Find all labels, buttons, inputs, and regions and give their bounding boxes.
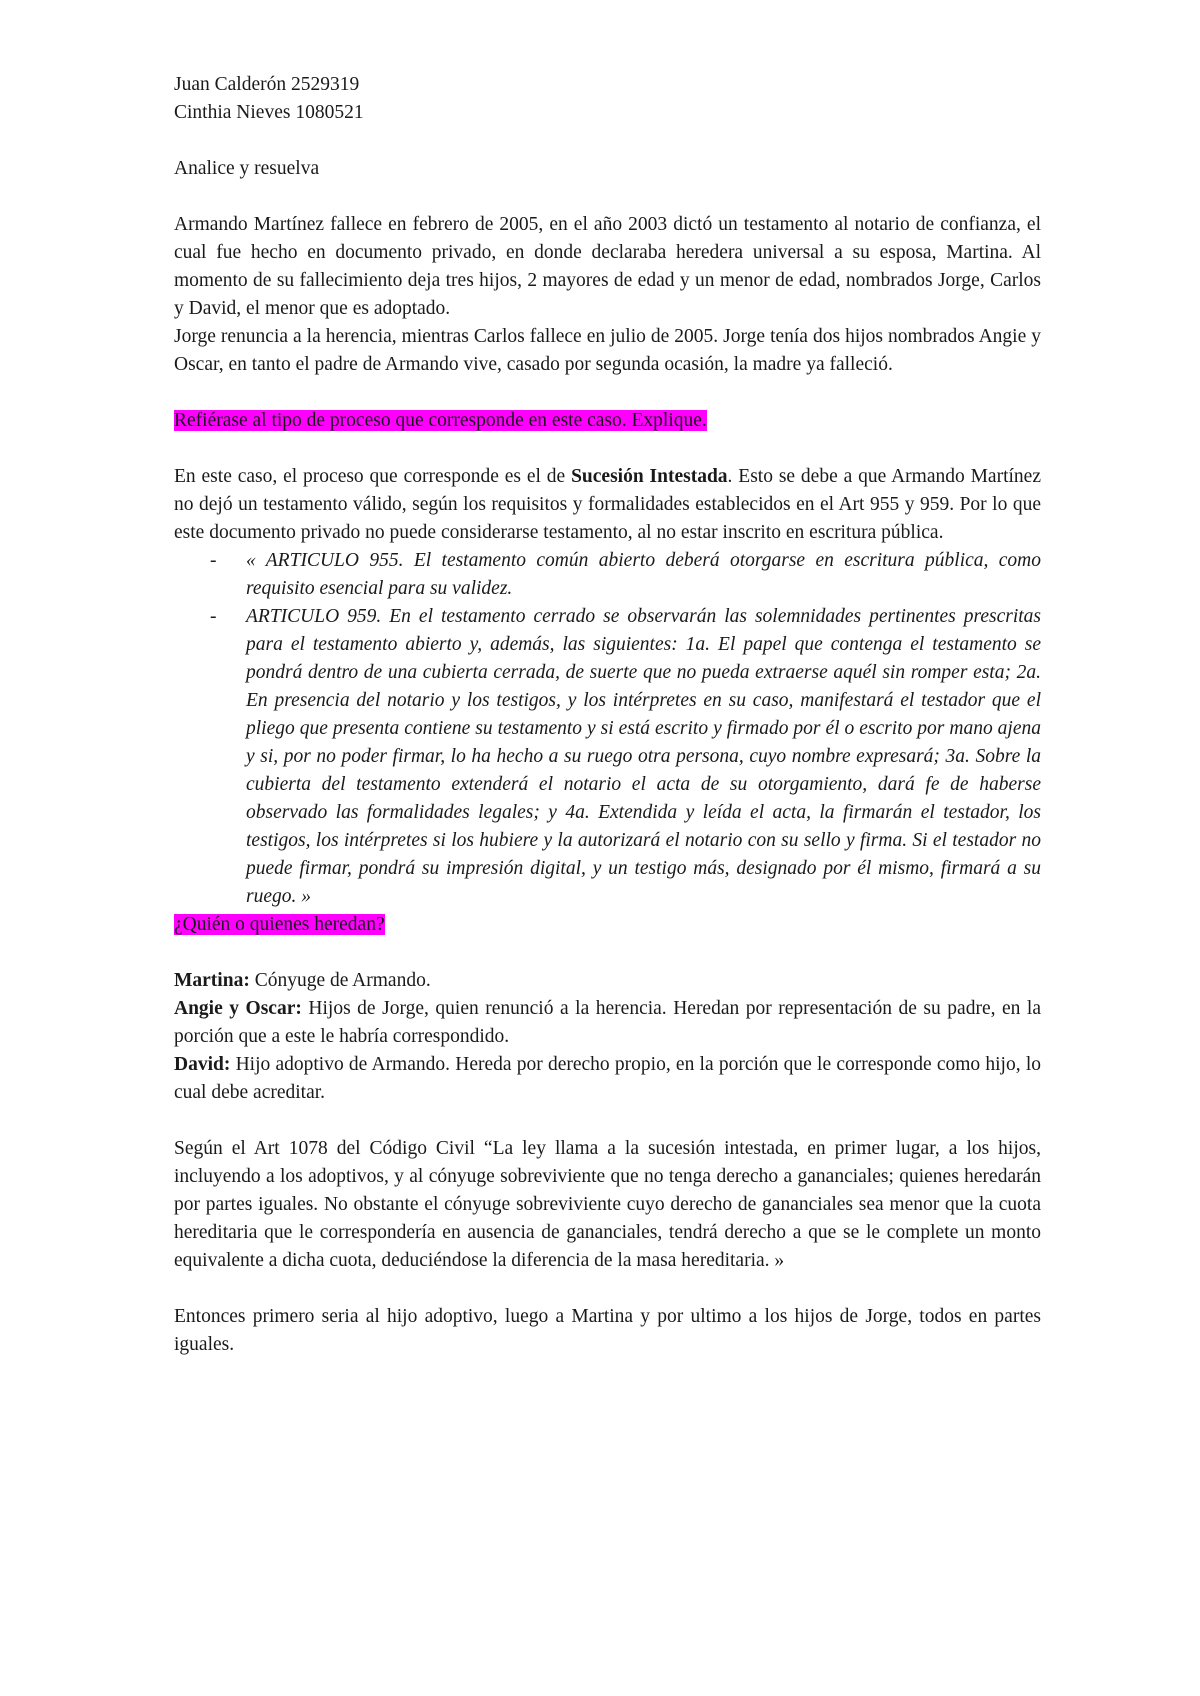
conclusion-paragraph: Entonces primero seria al hijo adoptivo, luego a Martina y por ultimo a los hijos de Jorge, todos en partes iguales.	[174, 1306, 1041, 1355]
question-2-heading	[174, 911, 1041, 939]
answer-bold-term: Sucesión Intestada	[571, 466, 728, 487]
author-line-1: Juan Calderón 2529319	[174, 74, 360, 95]
question-2-heading-highlight: ¿Quién o quienes heredan?	[174, 914, 385, 935]
heir-angie-oscar	[174, 995, 1041, 1051]
question-1-heading-highlight: Refiérase al tipo de proceso que corresponde en este caso. Explique.	[174, 410, 707, 431]
question-1-heading	[174, 407, 1041, 435]
heir-name: David:	[174, 1054, 231, 1075]
civil-code-citation: Según el Art 1078 del Código Civil “La ley llama a la sucesión intestada, en primer lugar, a los hijos, incluyendo a los adoptivos, y al cónyuge sobreviviente que no tenga derecho a gananciales; quienes heredarán por partes iguales. No obstante el cónyuge sobreviviente cuyo derecho de gananciales sea menor que la cuota hereditaria que le correspondería en ausencia de gananciales, tendrá derecho a que se le complete un monto equivalente a dicha cuota, deduciéndose la diferencia de la masa hereditaria. »	[174, 1138, 1041, 1271]
heir-description: Hijos de Jorge, quien renunció a la herencia. Heredan por representación de su padre, en la porción que a este le habría correspondido.	[174, 998, 1041, 1047]
answer-text-before: En este caso, el proceso que corresponde es el de	[174, 466, 572, 487]
question-1-answer	[174, 463, 1041, 547]
case-paragraph-1: Armando Martínez fallece en febrero de 2005, en el año 2003 dictó un testamento al notario de confianza, el cual fue hecho en documento privado, en donde declaraba heredera universal a su esposa, Martina. Al momento de su fallecimiento deja tres hijos, 2 mayores de edad y un menor de edad, nombrados Jorge, Carlos y David, el menor que es adoptado.	[174, 214, 1041, 319]
case-paragraph-2: Jorge renuncia a la herencia, mientras Carlos fallece en julio de 2005. Jorge tenía dos hijos nombrados Angie y Oscar, en tanto el padre de Armando vive, casado por segunda ocasión, la madre ya falleció.	[174, 326, 1041, 375]
heir-description: Cónyuge de Armando.	[249, 970, 431, 991]
heir-name: Martina:	[174, 970, 250, 991]
article-955-item	[174, 547, 1041, 603]
heir-david	[174, 1051, 1041, 1107]
bullet-dash: -	[210, 550, 217, 571]
answer-text-after: . Esto se debe a que Armando Martínez no dejó un testamento válido, según los requisitos y formalidades establecidos en el Art 955 y 959. Por lo que este documento privado no puede considerarse testamento, al no estar inscrito en escritura pública.	[174, 466, 1041, 543]
article-959-item	[174, 603, 1041, 911]
bullet-dash: -	[210, 606, 217, 627]
heir-description: Hijo adoptivo de Armando. Hereda por derecho propio, en la porción que le corresponde como hijo, lo cual debe acreditar.	[174, 1054, 1041, 1103]
heir-name: Angie y Oscar:	[174, 998, 302, 1019]
instruction-text: Analice y resuelva	[174, 158, 320, 179]
author-line-2: Cinthia Nieves 1080521	[174, 102, 364, 123]
heir-martina	[174, 967, 1041, 995]
article-959-text: ARTICULO 959. En el testamento cerrado se observarán las solemnidades pertinentes prescritas para el testamento abierto y, además, las siguientes: 1a. El papel que contenga el testamento se pondrá dentro de una cubierta cerrada, de suerte que no pueda extraerse aquél sin romper esta; 2a. En presencia del notario y los testigos, y los intérpretes en su caso, manifestará el testador que el pliego que presenta contiene su testamento y si está escrito y firmado por él o escrito por mano ajena y si, por no poder firmar, lo ha hecho a su ruego otra persona, cuyo nombre expresará; 3a. Sobre la cubierta del testamento extenderá el notario el acta de su otorgamiento, dará fe de haberse observado las formalidades legales; y 4a. Extendida y leída el acta, la firmarán el testador, los testigos, los intérpretes si los hubiere y la autorizará el notario con su sello y firma. Si el testador no puede firmar, pondrá su impresión digital, y un testigo más, designado por él mismo, firmará a su ruego. »	[246, 606, 1041, 907]
article-list	[174, 547, 1041, 911]
article-955-text: « ARTICULO 955. El testamento común abierto deberá otorgarse en escritura pública, como requisito esencial para su validez.	[246, 550, 1041, 599]
